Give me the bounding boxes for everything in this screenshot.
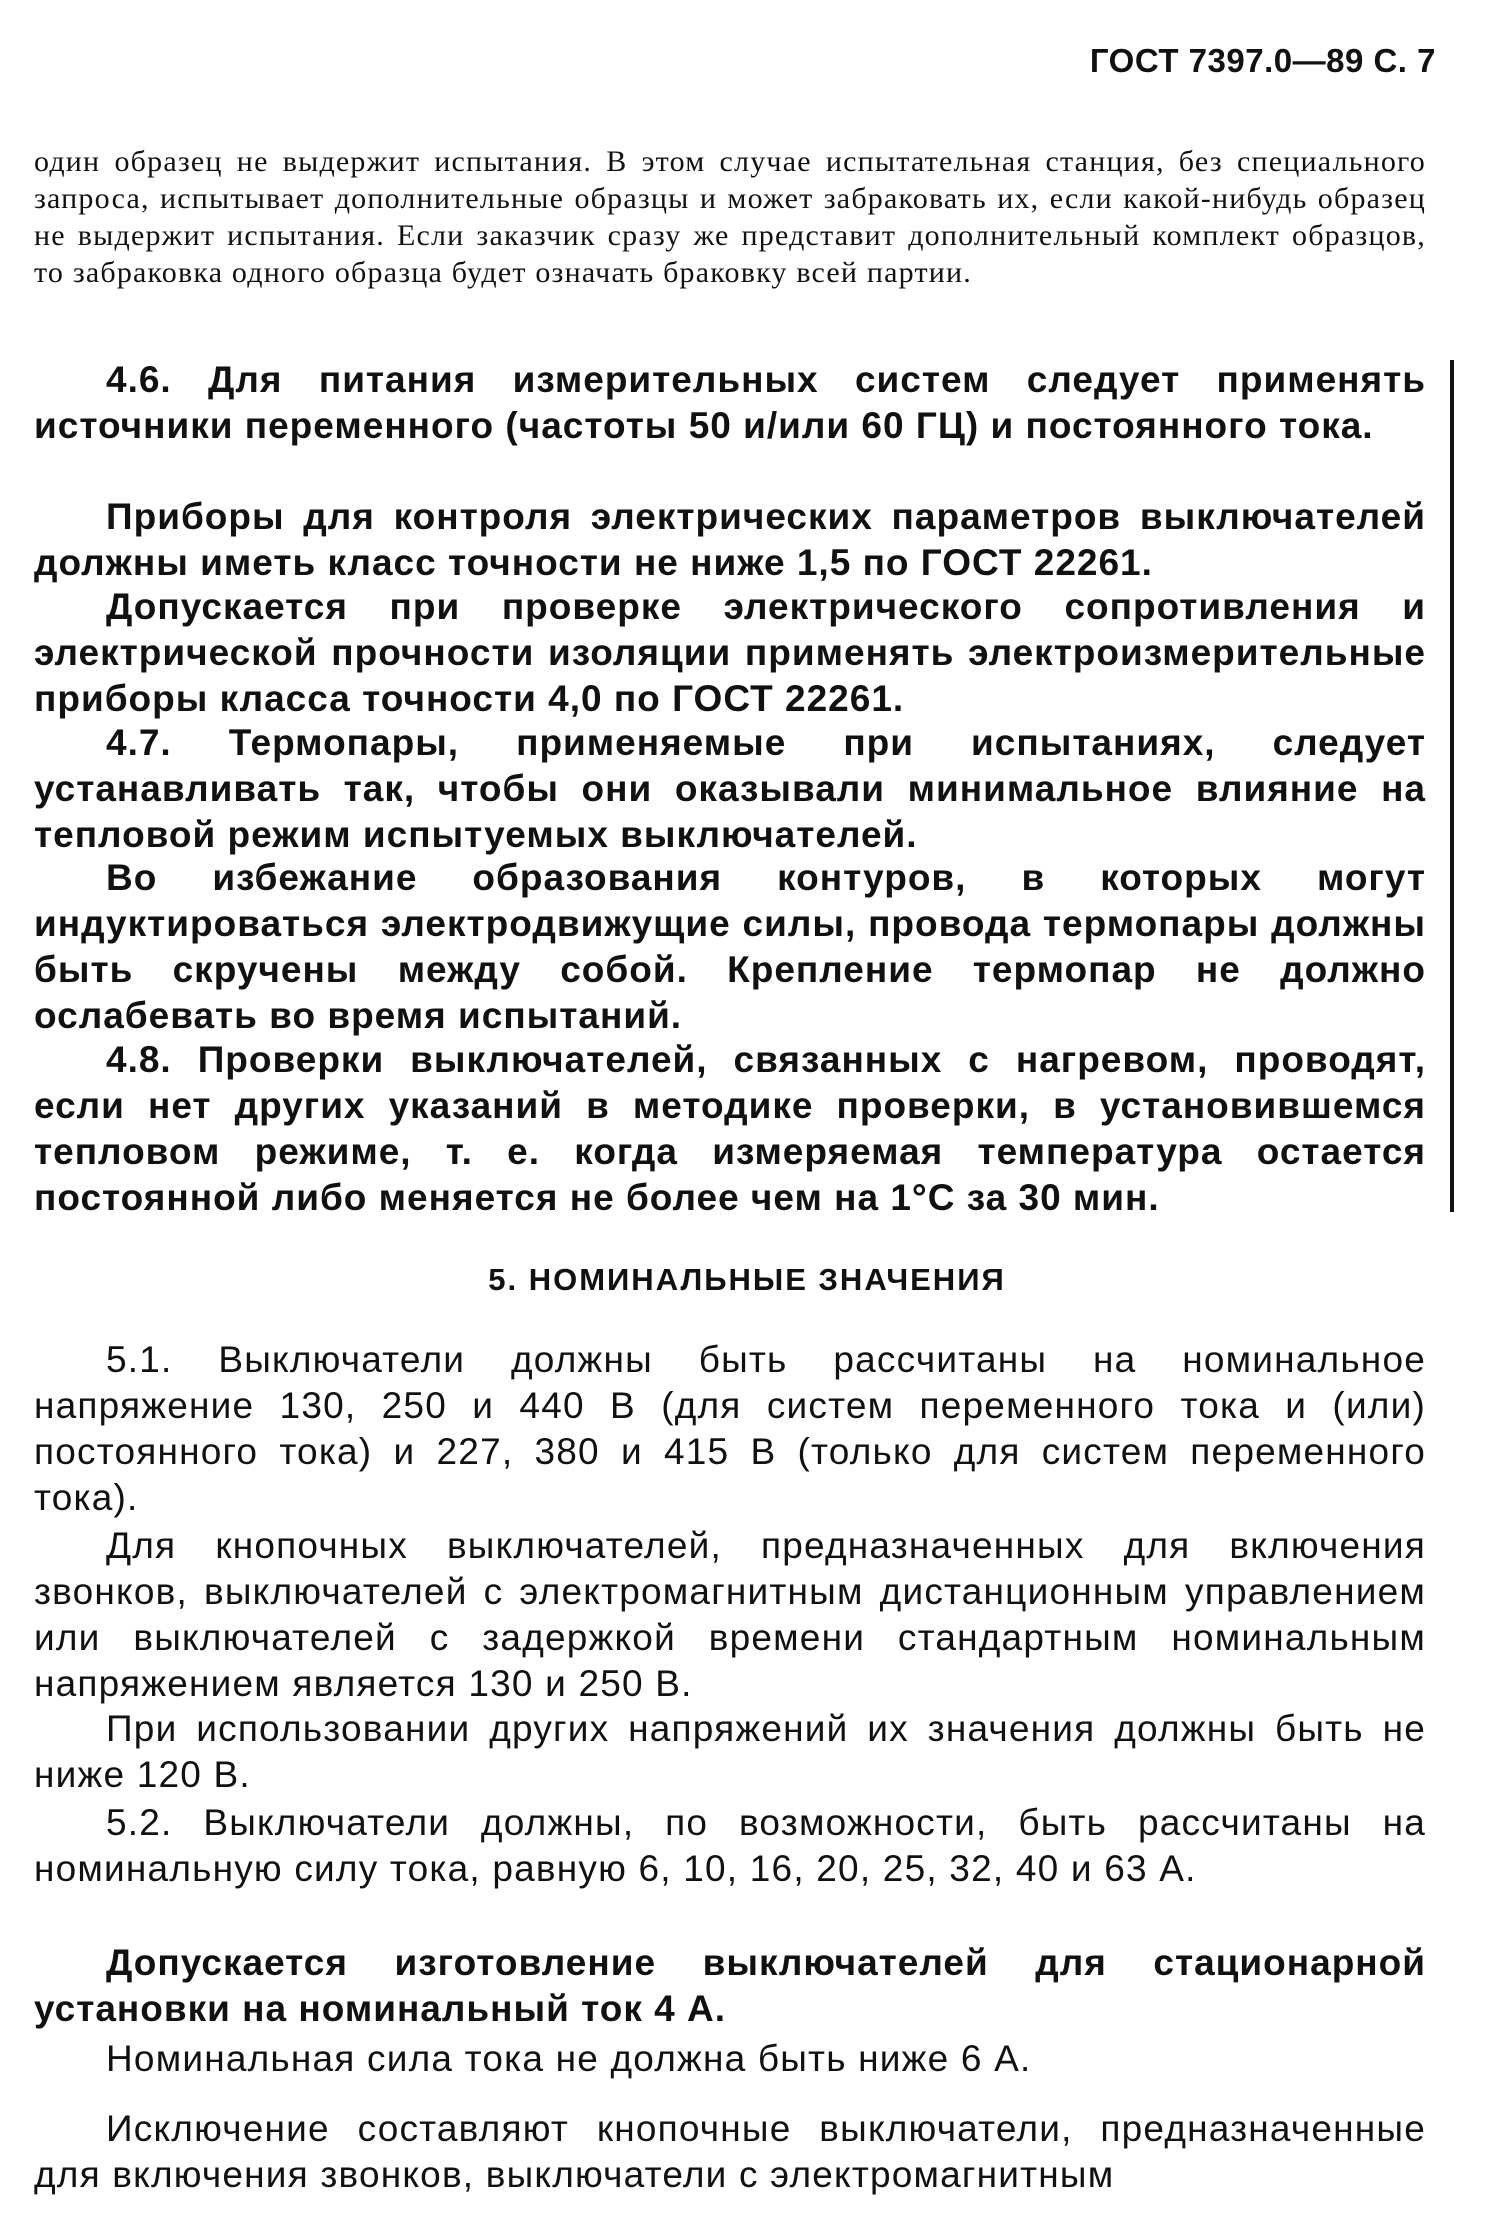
paragraph-4-7: 4.7. Термопары, применяемые при испытаниях, следует устанавливать так, чтобы они оказывали минимальное влияние на тепловой режим испытуемых выключателей. <box>34 722 1426 855</box>
paragraph-4-6: 4.6. Для питания измерительных систем следует применять источники переменного (частоты 50 и/или 60 ГЦ) и постоянного тока. <box>34 359 1426 446</box>
revision-margin-line <box>1450 360 1454 1212</box>
paragraph-5-2-allowed: Допускается изготовление выключателей для стационарной установки на номинальный ток 4 А. <box>34 1942 1426 2029</box>
paragraph-5-2-exception: Исключение составляют кнопочные выключатели, предназначенные для включения звонков, выключатели с электромагнитным <box>34 2108 1426 2195</box>
paragraph-5-1-voltages: При использовании других напряжений их значения должны быть не ниже 120 В. <box>34 1708 1426 1795</box>
section-title: 5. НОМИНАЛЬНЫЕ ЗНАЧЕНИЯ <box>488 1262 1006 1297</box>
paragraph-4-6-instruments: Приборы для контроля электрических параметров выключателей должны иметь класс точности не ниже 1,5 по ГОСТ 22261. <box>34 496 1426 583</box>
paragraph-4-6-insulation: Допускается при проверке электрического сопротивления и электрической прочности изоляции применять электроизмерительные приборы класса точности 4,0 по ГОСТ 22261. <box>34 586 1426 719</box>
paragraph-5-2-minimum: Номинальная сила тока не должна быть ниже 6 А. <box>106 2038 1032 2079</box>
paragraph-5-1: 5.1. Выключатели должны быть рассчитаны на номинальное напряжение 130, 250 и 440 В (для систем переменного тока и (или) постоянного тока) и 227, 380 и 415 В (только для систем переменного тока). <box>34 1339 1426 1518</box>
paragraph-5-1-buttons: Для кнопочных выключателей, предназначенных для включения звонков, выключателей с электромагнитным дистанционным управлением или выключателей с задержкой времени стандартным номинальным напряжением является 130 и 250 В. <box>34 1525 1426 1704</box>
paragraph-4-8: 4.8. Проверки выключателей, связанных с нагревом, проводят, если нет других указаний в методике проверки, в установившемся тепловом режиме, т. е. когда измеряемая температура остается постоянной либо меняется не более чем на 1°С за 30 мин. <box>34 1039 1426 1218</box>
paragraph-5-2: 5.2. Выключатели должны, по возможности, быть рассчитаны на номинальную силу тока, равную 6, 10, 16, 20, 25, 32, 40 и 63 А. <box>34 1802 1426 1889</box>
page-header: ГОСТ 7397.0—89 С. 7 <box>1089 42 1436 79</box>
paragraph-continuation: один образец не выдержит испытания. В этом случае испытательная станция, без специального запроса, испытывает дополнительные образцы и может забраковать их, если какой-нибудь образец не выдержит испытания. Если заказчик сразу же представит дополнительный комплект образцов, то забраковка одного образца будет означать браковку всей партии. <box>34 145 1426 289</box>
paragraph-4-7-wires: Во избежание образования контуров, в которых могут индуктироваться электродвижущие силы, провода термопары должны быть скручены между собой. Крепление термопар не должно ослабевать во время испытаний. <box>34 857 1426 1036</box>
